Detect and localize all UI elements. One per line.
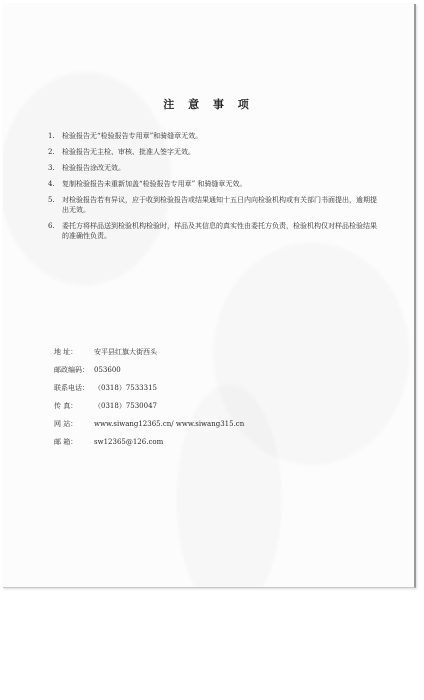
email-value: sw12365@126.com bbox=[94, 438, 164, 446]
phone-value: （0318）7533315 bbox=[94, 384, 157, 392]
address-label: 地 址： bbox=[54, 348, 78, 356]
email-label: 邮 箱： bbox=[54, 438, 78, 446]
notice-text: 委托方将样品送到检验机构检验时，样品及其信息的真实性由委托方负责，检验机构仅对样品检验结果的准确性负责。 bbox=[62, 222, 377, 240]
fax-label: 传 真： bbox=[54, 402, 78, 410]
notice-item bbox=[48, 131, 378, 141]
postcode-label: 邮政编码： bbox=[54, 366, 89, 374]
notice-number: 3. bbox=[48, 164, 55, 172]
postcode-value: 053600 bbox=[94, 366, 121, 374]
fax-value: （0318）7530047 bbox=[94, 402, 157, 410]
document-sheet bbox=[3, 4, 416, 588]
notice-number: 1. bbox=[48, 132, 55, 140]
notice-number: 4. bbox=[48, 180, 55, 188]
notice-number: 5. bbox=[48, 196, 55, 204]
notice-number: 6. bbox=[48, 222, 55, 230]
notice-text: 对检验报告若有异议，应于收到检验报告或结果通知十五日内向检验机构或有关部门书面提出，逾期提出无效。 bbox=[62, 196, 377, 214]
notice-item bbox=[48, 179, 378, 189]
notice-item bbox=[48, 147, 378, 157]
notice-item bbox=[48, 163, 378, 173]
contact-fax-row bbox=[54, 401, 374, 411]
contact-phone-row bbox=[54, 383, 374, 393]
notice-list bbox=[48, 131, 378, 247]
notice-item bbox=[48, 221, 378, 241]
contact-info bbox=[54, 347, 374, 455]
notice-text: 检验报告无主检、审核、批准人签字无效。 bbox=[62, 148, 195, 156]
notice-number: 2. bbox=[48, 148, 55, 156]
page-title: 注 意 事 项 bbox=[163, 98, 254, 111]
notice-text: 检验报告无“检验报告专用章”和骑缝章无效。 bbox=[62, 132, 203, 140]
notice-item bbox=[48, 195, 378, 215]
contact-website-row bbox=[54, 419, 374, 429]
website-value: www.siwang12365.cn/ www.siwang315.cn bbox=[94, 420, 245, 428]
contact-email-row bbox=[54, 437, 374, 447]
contact-address-row bbox=[54, 347, 374, 357]
website-label: 网 站： bbox=[54, 420, 78, 428]
contact-postcode-row bbox=[54, 365, 374, 375]
notice-text: 检验报告涂改无效。 bbox=[62, 164, 125, 172]
notice-text: 复制检验报告未重新加盖“检验报告专用章” 和骑缝章无效。 bbox=[62, 180, 247, 188]
phone-label: 联系电话： bbox=[54, 384, 89, 392]
address-value: 安平县红旗大街西头 bbox=[94, 348, 157, 356]
